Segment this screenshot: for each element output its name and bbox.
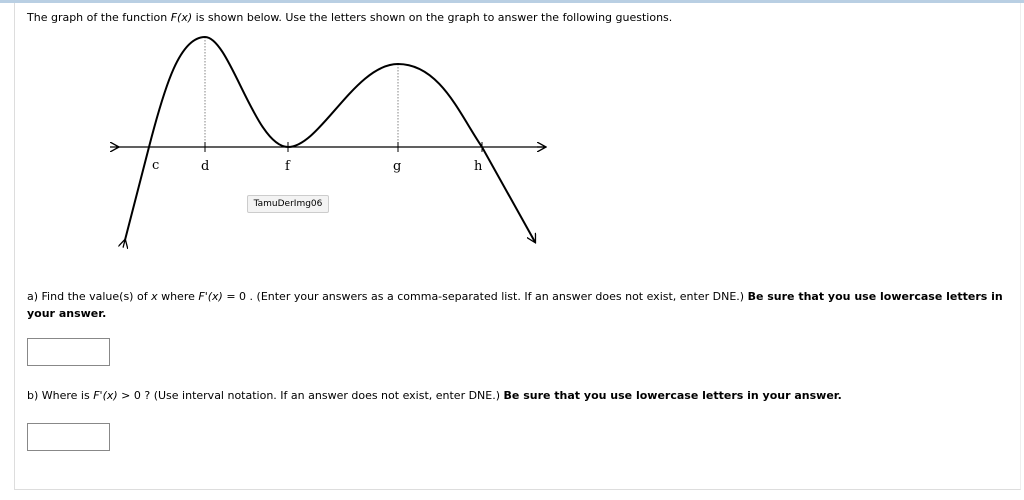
label-g: g	[393, 159, 402, 174]
question-a	[27, 288, 1012, 322]
function-curve	[125, 37, 535, 242]
intro-function: F(x)	[170, 11, 193, 24]
answer-a-input[interactable]	[27, 338, 110, 366]
qb-eq: > 0 ? (Use interval notation. If an answer does not exist, enter DNE.)	[117, 389, 504, 402]
label-f: f	[285, 159, 290, 174]
intro-post: is shown below. Use the letters shown on the graph to answer the following guestions.	[192, 11, 673, 24]
qb-bold: Be sure that you use lowercase letters in your answer.	[503, 389, 842, 402]
qa-var: x	[151, 290, 158, 303]
answer-b-input[interactable]	[27, 423, 110, 451]
qa-eq: = 0 . (Enter your answers as a comma-separated list. If an answer does not exist, enter DNE.)	[222, 290, 748, 303]
qb-pre: b) Where is	[27, 389, 94, 402]
qa-expr: F'(x)	[198, 290, 223, 303]
intro-pre: The graph of the function	[27, 11, 171, 24]
image-tag: TamuDerImg06	[247, 195, 329, 213]
qa-mid: where	[157, 290, 199, 303]
qb-expr: F'(x)	[93, 389, 118, 402]
qa-pre: a) Find the value(s) of	[27, 290, 152, 303]
label-h: h	[474, 159, 483, 174]
question-b	[27, 389, 842, 402]
label-c: c	[152, 158, 160, 173]
qa-bold: Be sure that you use lowercase letters in your answer.	[27, 290, 1003, 320]
label-d: d	[201, 159, 210, 174]
